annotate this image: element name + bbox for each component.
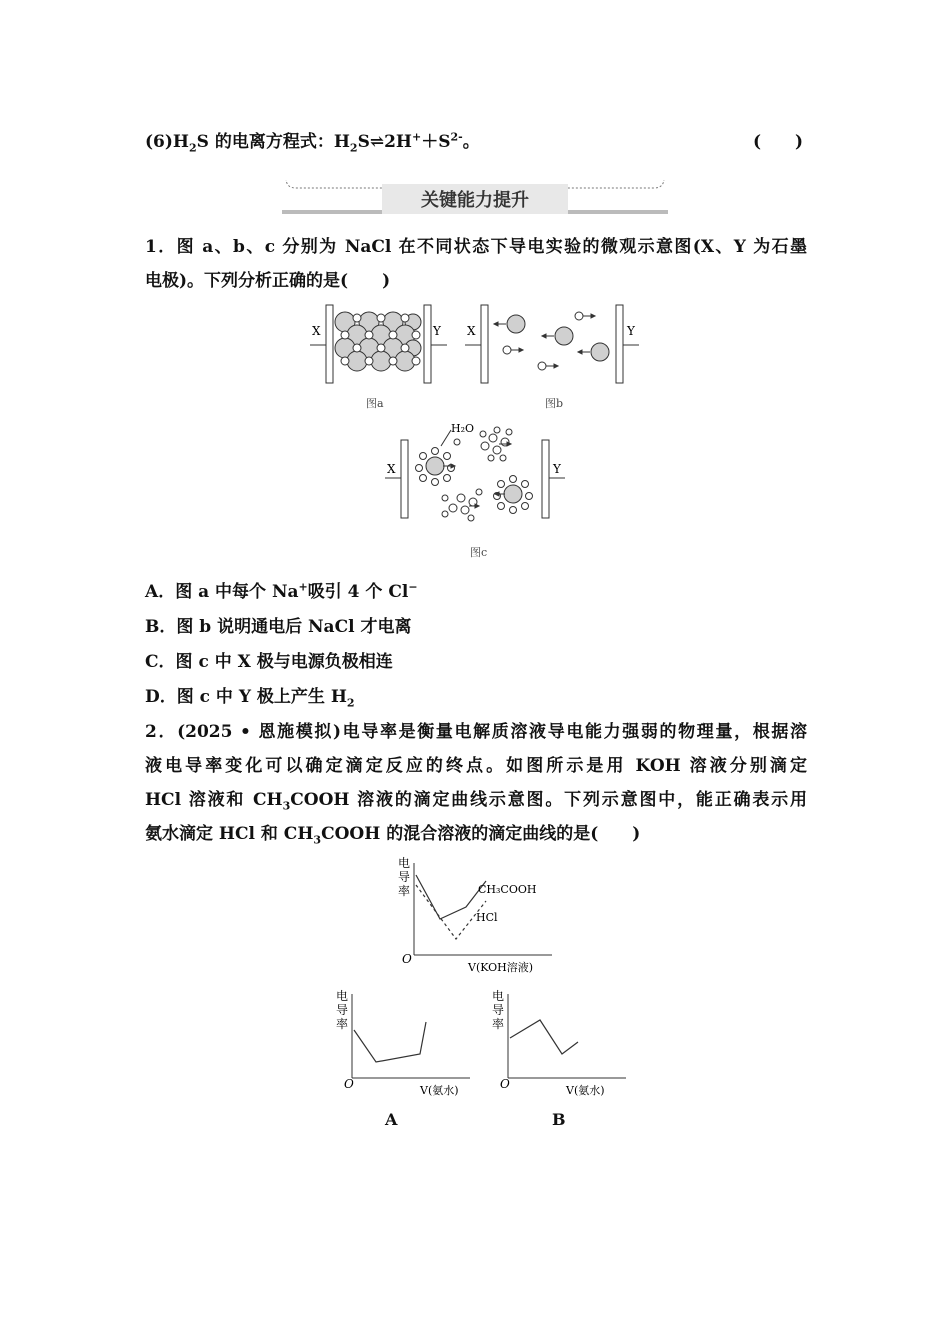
main-ylabel-3: 率 xyxy=(398,884,411,898)
fig-a-electrode-x xyxy=(326,305,333,383)
fig-b-electrode-x xyxy=(481,305,488,383)
series-hcl-label: HCl xyxy=(476,911,498,924)
fig-c-electrode-x xyxy=(401,440,408,518)
fig-a-x-label: X xyxy=(312,324,321,338)
series-ch3cooh-label: CH₃COOH xyxy=(478,883,537,896)
q1-stem-line1: 1．图 a、b、c 分别为 NaCl 在不同状态下导电实验的微观示意图(X、Y 为石墨 xyxy=(145,237,807,257)
main-xlabel: V(KOH溶液) xyxy=(468,961,534,974)
q1-option-b[interactable]: B．图 b 说明通电后 NaCl 才电离 xyxy=(145,617,412,637)
fig-c-water-label: H₂O xyxy=(451,422,475,435)
chart-b-ylabel-2: 导 xyxy=(492,1003,505,1017)
chart-a-ylabel-2: 导 xyxy=(336,1003,349,1017)
q1-figure-ab xyxy=(308,300,648,390)
main-ylabel-2: 导 xyxy=(398,870,411,884)
chart-b-origin: O xyxy=(500,1077,510,1091)
fig-c-y-label: Y xyxy=(553,462,561,476)
chart-b-curve xyxy=(510,1020,578,1054)
chart-a-ylabel-1: 电 xyxy=(336,989,349,1003)
q1-option-d[interactable]: D．图 c 中 Y 极上产生 $H_2$ xyxy=(145,687,355,710)
fig-c-x-label: X xyxy=(387,462,396,476)
q1-option-a[interactable]: A．图 a 中每个 Na+吸引 4 个 Cl− xyxy=(145,580,418,602)
chart-a-origin: O xyxy=(344,1077,354,1091)
q1-option-c[interactable]: C．图 c 中 X 极与电源负极相连 xyxy=(145,652,393,672)
q6-answer-blank[interactable]: ( ) xyxy=(753,132,804,152)
fig-b-y-label: Y xyxy=(627,324,635,338)
q1-stem-line2: 电极)。下列分析正确的是( ) xyxy=(145,271,391,291)
fig-b-ions xyxy=(494,312,609,370)
chart-b-ylabel-3: 率 xyxy=(492,1017,505,1031)
q2-stem-line4: 氨水滴定 HCl 和 $CH_3COOH$ 的混合溶液的滴定曲线的是( ) xyxy=(145,824,641,847)
fig-a-electrode-y xyxy=(424,305,431,383)
q1-figure-c xyxy=(385,418,575,528)
chart-a-xlabel: V(氨水) xyxy=(420,1084,459,1097)
q2-option-b-label[interactable]: B xyxy=(552,1110,566,1129)
main-origin: O xyxy=(402,952,412,966)
fig-a-y-label: Y xyxy=(433,324,441,338)
fig-b-caption: 图b xyxy=(545,397,564,410)
q2-stem-line3: HCl 溶液和 $CH_3COOH$ 溶液的滴定曲线示意图。下列示意图中，能正确表示用 xyxy=(145,790,807,813)
q2-chart-a xyxy=(330,988,480,1098)
fig-a-caption: 图a xyxy=(366,397,384,410)
main-ylabel-1: 电 xyxy=(398,856,411,870)
chart-b-xlabel: V(氨水) xyxy=(566,1084,605,1097)
fig-b-electrode-y xyxy=(616,305,623,383)
q2-stem-line1: 2．(2025 • 恩施模拟)电导率是衡量电解质溶液导电能力强弱的物理量，根据溶 xyxy=(145,722,807,742)
q2-option-a-label[interactable]: A xyxy=(385,1110,398,1129)
fig-c-hydrated-ions xyxy=(416,427,533,521)
chart-a-curve xyxy=(354,1022,426,1062)
section-header xyxy=(282,180,668,216)
fig-c-electrode-y xyxy=(542,440,549,518)
q2-main-chart xyxy=(390,855,560,975)
q6-statement: $(6)H_2S$ 的电离方程式：$H_2S\rightleftharpoons 2H^++S^{2-}$。 xyxy=(145,130,480,155)
chart-a-ylabel-3: 率 xyxy=(336,1017,349,1031)
q2-chart-b xyxy=(486,988,636,1098)
section-title: 关键能力提升 xyxy=(421,190,529,211)
fig-b-x-label: X xyxy=(467,324,476,338)
fig-c-caption: 图c xyxy=(470,546,488,559)
chart-b-ylabel-1: 电 xyxy=(492,989,505,1003)
q2-stem-line2: 液电导率变化可以确定滴定反应的终点。如图所示是用 KOH 溶液分别滴定 xyxy=(145,756,807,776)
